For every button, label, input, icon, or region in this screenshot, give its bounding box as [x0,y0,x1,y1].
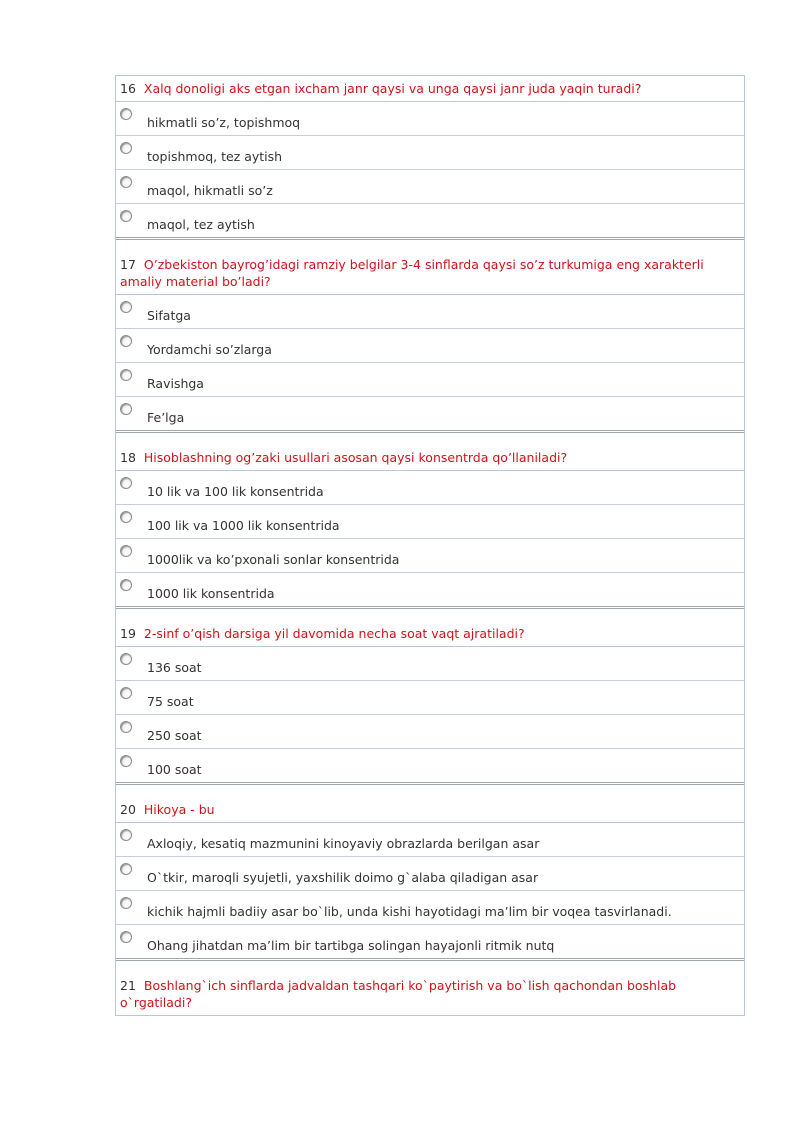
question-number: 18 [120,450,136,465]
question-block [116,785,744,961]
radio-button[interactable] [120,863,132,875]
answer-option[interactable] [116,505,744,539]
answer-option[interactable] [116,136,744,170]
radio-button[interactable] [120,897,132,909]
option-label: 100 soat [147,762,202,777]
answer-option[interactable] [116,471,744,505]
question-block [116,240,744,433]
question-block [116,609,744,785]
answer-option[interactable] [116,925,744,958]
quiz-container [115,75,745,1016]
radio-button[interactable] [120,108,132,120]
radio-button[interactable] [120,579,132,591]
answer-option[interactable] [116,295,744,329]
answer-option[interactable] [116,204,744,237]
answer-option[interactable] [116,647,744,681]
option-label: Fe’lga [147,410,185,425]
question-text: Boshlang`ich sinflarda jadvaldan tashqari ko`paytirish va bo`lish qachondan boshlab o`rgatiladi? [120,978,677,1010]
option-label: 136 soat [147,660,202,675]
radio-button[interactable] [120,369,132,381]
question-text: O’zbekiston bayrog’idagi ramziy belgilar 3-4 sinflarda qaysi so’z turkumiga eng xarakterli amaliy material bo’ladi? [120,257,704,289]
question-number: 21 [120,978,136,993]
question-text: 2-sinf o’qish darsiga yil davomida necha soat vaqt ajratiladi? [143,626,525,641]
answer-option[interactable] [116,102,744,136]
radio-button[interactable] [120,721,132,733]
radio-button[interactable] [120,176,132,188]
question-text: Hisoblashning og’zaki usullari asosan qaysi konsentrda qo’llaniladi? [143,450,568,465]
option-label: Ohang jihatdan ma’lim bir tartibga solingan hayajonli ritmik nutq [147,938,555,953]
question-number: 16 [120,81,136,96]
question-block [116,75,744,240]
answer-option[interactable] [116,681,744,715]
option-label: 1000lik va ko’pxonali sonlar konsentrida [147,552,400,567]
answer-option[interactable] [116,857,744,891]
option-label: 250 soat [147,728,202,743]
answer-option[interactable] [116,397,744,430]
option-label: Sifatga [147,308,191,323]
radio-button[interactable] [120,931,132,943]
option-label: Yordamchi so’zlarga [147,342,272,357]
answer-option[interactable] [116,329,744,363]
question-number: 17 [120,257,136,272]
answer-option[interactable] [116,170,744,204]
question-text: Xalq donoligi aks etgan ixcham janr qaysi va unga qaysi janr juda yaqin turadi? [143,81,642,96]
answer-option[interactable] [116,715,744,749]
question-block [116,961,744,1016]
radio-button[interactable] [120,511,132,523]
radio-button[interactable] [120,755,132,767]
option-label: Ravishga [147,376,204,391]
answer-option[interactable] [116,823,744,857]
question-header [116,240,744,295]
question-header [116,609,744,647]
radio-button[interactable] [120,142,132,154]
answer-option[interactable] [116,539,744,573]
question-number: 19 [120,626,136,641]
radio-button[interactable] [120,210,132,222]
answer-option[interactable] [116,749,744,782]
radio-button[interactable] [120,687,132,699]
radio-button[interactable] [120,335,132,347]
question-header [116,785,744,823]
radio-button[interactable] [120,477,132,489]
answer-option[interactable] [116,573,744,606]
option-label: topishmoq, tez aytish [147,149,283,164]
option-label: 75 soat [147,694,194,709]
option-label: Axloqiy, kesatiq mazmunini kinoyaviy obrazlarda berilgan asar [147,836,540,851]
radio-button[interactable] [120,301,132,313]
question-header [116,75,744,102]
radio-button[interactable] [120,403,132,415]
question-block [116,433,744,609]
option-label: maqol, tez aytish [147,217,255,232]
radio-button[interactable] [120,829,132,841]
option-label: 1000 lik konsentrida [147,586,275,601]
question-text: Hikoya - bu [143,802,215,817]
question-number: 20 [120,802,136,817]
option-label: 100 lik va 1000 lik konsentrida [147,518,340,533]
radio-button[interactable] [120,545,132,557]
answer-option[interactable] [116,891,744,925]
option-label: maqol, hikmatli so’z [147,183,273,198]
question-header [116,961,744,1015]
radio-button[interactable] [120,653,132,665]
option-label: kichik hajmli badiiy asar bo`lib, unda kishi hayotidagi ma’lim bir voqea tasvirlanadi. [147,904,672,919]
option-label: 10 lik va 100 lik konsentrida [147,484,324,499]
option-label: hikmatli so’z, topishmoq [147,115,301,130]
option-label: O`tkir, maroqli syujetli, yaxshilik doimo g`alaba qiladigan asar [147,870,539,885]
question-header [116,433,744,471]
answer-option[interactable] [116,363,744,397]
